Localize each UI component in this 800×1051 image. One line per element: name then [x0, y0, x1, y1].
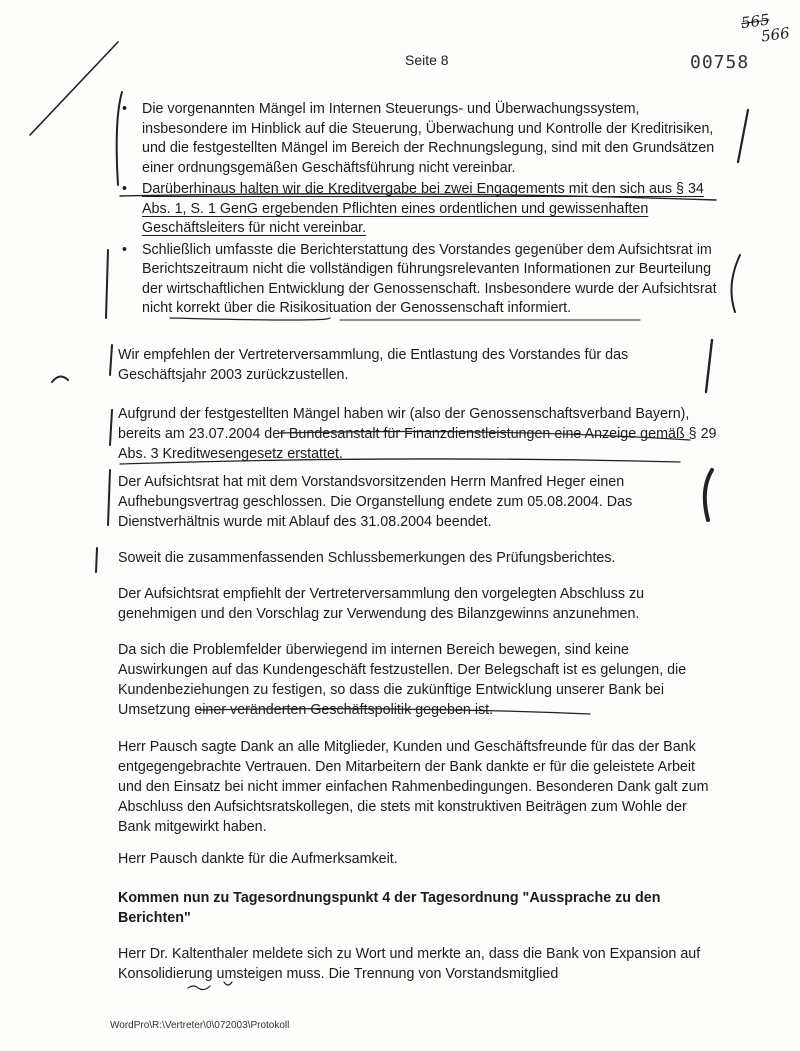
document-stamp-number: 00758	[690, 52, 750, 73]
right-margin-mark	[738, 110, 748, 162]
right-margin-mark	[705, 470, 712, 520]
finding-item: • Die vorgenannten Mängel im Internen Steuerungs- und Überwachungssystem, insbesondere im Hinblick auf die Steuerung, Überwachung und Kontrolle der Kreditrisiken, und die festgestellten Mängel im Bereich der Rechnungslegung, sind mit den Grundsätzen einer ordnungsgemäßen Geschäftsführung nicht vereinbar.	[120, 100, 720, 178]
margin-hook-mark	[52, 376, 68, 382]
paragraph-text: Herr Dr. Kaltenthaler meldete sich zu Wort und merkte an, dass die Bank von Expansion auf Konsolidierung umsteigen muss. Die Trennung von Vorstandsmitglied	[118, 946, 701, 982]
margin-line-mark	[106, 250, 108, 318]
paragraph-text: Der Aufsichtsrat empfiehlt der Vertreterversammlung den vorgelegten Abschluss zu genehmigen und den Vorschlag zur Verwendung des Bilanzgewinns anzunehmen.	[118, 586, 645, 622]
margin-line-mark	[110, 345, 112, 375]
underline-stroke	[200, 709, 590, 714]
finding-item: • Schließlich umfasste die Berichterstattung des Vorstandes gegenüber dem Aufsichtsrat im Berichtszeitraum nicht die vollständigen führungsrelevanten Informationen zur Beurteilung der wirtschaftlichen Entwicklung der Genossenschaft. Insbesondere wurde der Aufsichtsrat nicht korrekt über die Risikosituation der Genossenschaft informiert.	[120, 241, 720, 319]
paragraph-text: Der Aufsichtsrat hat mit dem Vorstandsvorsitzenden Herrn Manfred Heger einen Aufhebungsvertrag geschlossen. Die Organstellung endete zum 05.08.2004. Das Dienstverhältnis wurde mit Ablauf des 31.08.2004 beendet.	[118, 474, 633, 530]
page-number: Seite 8	[405, 52, 449, 68]
footer-path: WordPro\R:\Vertreter\0\072003\Protokoll	[110, 1020, 290, 1031]
margin-line-mark	[110, 410, 112, 445]
finding-text: Darüberhinaus halten wir die Kreditvergabe bei zwei Engagements mit den sich aus § 34 Abs. 1, S. 1 GenG ergebenden Pflichten eines ordentlichen und gewissenhaften Geschäftsleiters für nicht vereinbar.	[142, 181, 704, 236]
handwritten-number-top: 565	[739, 10, 771, 33]
right-margin-mark	[731, 255, 740, 312]
underline-stroke	[170, 318, 330, 320]
right-margin-mark	[706, 340, 712, 392]
paragraph-text: Da sich die Problemfelder überwiegend im internen Bereich bewegen, sind keine Auswirkungen auf das Kundengeschäft festzustellen. Der Belegschaft ist es gelungen, die Kundenbeziehungen zu festigen, so dass die zukünftige Entwicklung unserer Bank bei Umsetzung einer veränderten Geschäftspolitik gegeben ist.	[118, 642, 687, 718]
handwritten-number-bottom: 566	[759, 23, 791, 46]
underline-stroke	[280, 432, 690, 440]
margin-bracket-mark	[117, 92, 122, 185]
diagonal-pen-stroke	[30, 42, 118, 135]
heading-text: Kommen nun zu Tagesordnungspunkt 4 der Tagesordnung "Aussprache zu den Berichten"	[118, 890, 661, 926]
margin-line-mark	[108, 470, 110, 525]
underline-stroke	[120, 194, 716, 200]
paragraph-text: Soweit die zusammenfassenden Schlussbemerkungen des Prüfungsberichtes.	[118, 550, 616, 566]
underline-stroke	[120, 459, 680, 464]
margin-line-mark	[96, 548, 97, 572]
paragraph-text: Aufgrund der festgestellten Mängel haben wir (also der Genossenschaftsverband Bayern), bereits am 23.07.2004 der Bundesanstalt für Finanzdienstleistungen eine Anzeige gemäß § 29 Abs. 3 Kreditwesengesetz erstattet.	[118, 406, 717, 462]
paragraph-text: Wir empfehlen der Vertreterversammlung, die Entlastung des Vorstandes für das Geschäftsjahr 2003 zurückzustellen.	[118, 347, 629, 383]
scribble-mark	[188, 982, 232, 990]
paragraph-text: Herr Pausch dankte für die Aufmerksamkeit.	[118, 851, 398, 867]
paragraph-text: Herr Pausch sagte Dank an alle Mitglieder, Kunden und Geschäftsfreunde für das der Bank entgegengebrachte Vertrauen. Den Mitarbeitern der Bank dankte er für die geleistete Arbeit und den Einsatz bei nicht immer einfachen Rahmenbedingungen. Besonderen Dank galt zum Abschluss den Aufsichtsratskollegen, die stets mit konstruktiven Beiträgen zum Wohle der Bank mitgewirkt haben.	[118, 739, 709, 835]
